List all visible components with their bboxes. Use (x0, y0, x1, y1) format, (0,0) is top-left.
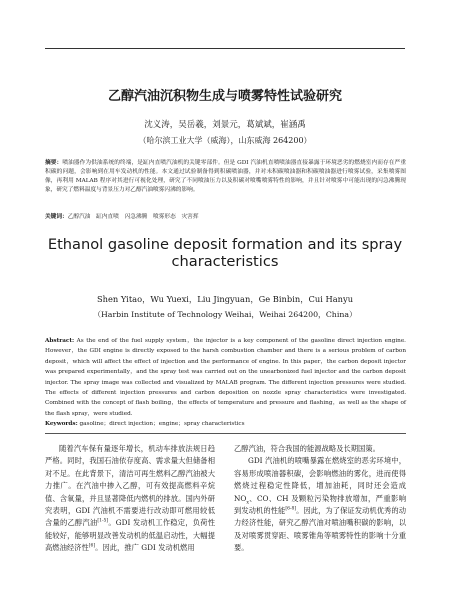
body-paragraph: 乙醇汽油，符合我国的能源战略及长期国策。 (234, 444, 380, 453)
english-keywords-label: Keywords: (45, 421, 78, 427)
english-affiliation: （Harbin Institute of Technology Weihai，Weihai 264200，China） (93, 310, 357, 319)
chinese-keywords (45, 213, 406, 222)
chinese-affiliation: （哈尔滨工业大学（威海），山东威海 264200） (138, 136, 312, 145)
chinese-abstract-label: 摘要： (45, 160, 63, 166)
english-title: Ethanol gasoline deposit formation and its spray characteristics (47, 236, 403, 270)
citation: [1-5] (97, 519, 109, 525)
english-abstract (45, 336, 406, 419)
citation: [6-8] (285, 506, 297, 512)
header-rule (45, 48, 405, 49)
body-text: 。GDI 发动机工作稳定，负荷性能较好，能够明显改善发动机的低温启动性，大幅提高燃油经济性 (45, 518, 215, 553)
body-paragraph (45, 443, 215, 555)
body-text: 、CO、CH 及颗粒污染物排放增加，严重影响到发动机的性能 (234, 493, 406, 516)
body-text: GDI 汽油机的喷嘴暴露在燃烧室的恶劣环境中，容易形成喷油器积碳，会影响燃油的雾化，进而使得燃烧过程稳定性降低，增加油耗，同时还会造成 NO (234, 456, 406, 503)
english-keywords (45, 420, 406, 429)
english-keywords-text: gasoline；direct injection；engine；spray characteristics (77, 421, 245, 427)
subscript: x (246, 500, 249, 506)
body-text: 。因此，推广 GDI 发动机燃用 (95, 543, 195, 553)
chinese-keywords-text: 乙醇汽油 缸内直喷 闪急沸腾 喷雾形态 灾害挥 (67, 214, 199, 220)
english-abstract-label: Abstract: (45, 338, 75, 344)
body-text: 。因此，为了保证发动机优秀的动力经济性能，研究乙醇汽油对喷油嘴积碳的影响，以及对喷雾贯穿距、喷雾锥角等喷雾特性的影响十分重要。 (234, 506, 407, 553)
chinese-authors: 沈义涛，吴岳羲，刘景元，葛斌斌，崔涵禹 (144, 120, 306, 130)
chinese-abstract (45, 159, 406, 195)
english-authors: Shen Yitao，Wu Yuexi，Liu Jingyuan，Ge Binbin，Cui Hanyu (96, 294, 354, 304)
body-column-left (45, 443, 215, 555)
body-text: 随着汽车保有量逐年增长，机动车排放法规日趋严格。同时，我国石油依存度高、需求量大但储备相对不足。在此背景下，清洁可再生燃料乙醇汽油被大力推广。在汽油中掺入乙醇，可有效提高燃料辛烷值、含氧量，并且显著降低内燃机的排放。国内外研究表明，GDI 汽油机不需要进行改动即可燃用较低含量的乙醇汽油 (45, 444, 215, 528)
body-column-right (234, 443, 406, 555)
body-paragraph (234, 455, 406, 554)
citation: [6] (88, 543, 96, 549)
chinese-abstract-text: 喷油器作为供油系统的终端，是缸内直喷汽油机的关键零部件。但是 GDI 汽油机直喷喷油器直接暴露于环境恶劣的燃烧室内而存在严重积碳的问题，会影响到在用车发动机的性能。本文通过试验制备得到积碳喷油器，并对未积碳喷油器和积碳喷油器进行喷雾试验，采集喷雾图像，再利用 MALAB 程序对其进行可视化处理，研究了不同喷油压力以及积碳对喷嘴喷雾特性的影响，并且针对喷雾中可能出现的闪急沸腾现象，研究了燃料温度与背景压力对乙醇汽油喷雾闪沸的影响。 (45, 160, 407, 193)
section-divider (45, 433, 406, 434)
english-abstract-text: As the end of the fuel supply system，the injector is a key component of the gasoline direct injection engine. However，the GDI engine is directly exposed to the harsh combustion chamber and there is a serious problem of carbon deposit，which will affect the effect of injection and the performance of engine. In this paper，the carbon deposit injector was prepared experimentally，and the spray test was carried out on the unearbonized fuel injector and the carbon deposit injector. The spray image was collected and visualized by MALAB program. The different injection pressures were studied. The effects of different injection pressures and carbon deposition on nozzle spray characteristics were investigated. Combined with the concept of flash boiling，the effects of temperature and pressure and flashing，as well as the shape of the flash spray，were studied. (45, 338, 406, 417)
chinese-keywords-label: 关键词： (45, 214, 68, 220)
chinese-title: 乙醇汽油沉积物生成与喷雾特性试验研究 (107, 89, 342, 104)
